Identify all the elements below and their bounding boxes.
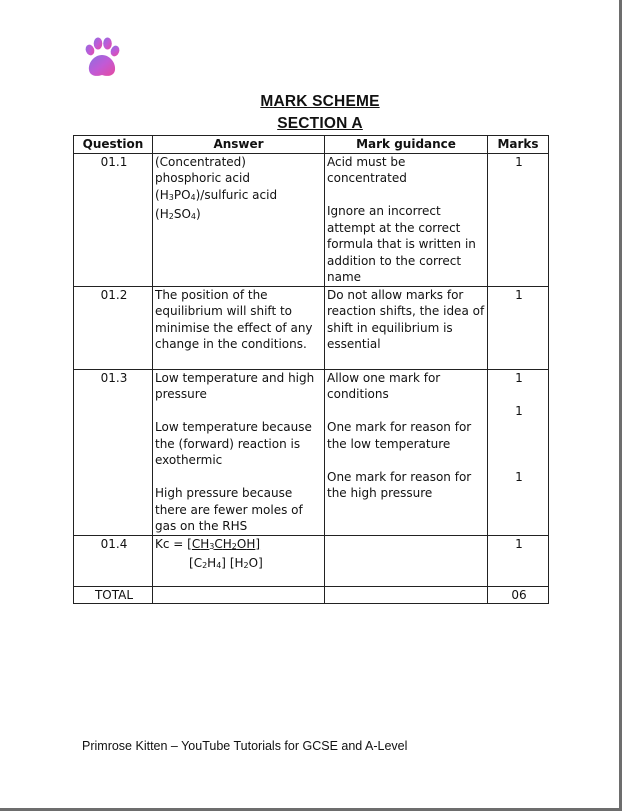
title-section: SECTION A [277,115,363,132]
guidance-cell [325,535,488,586]
answer-line: phosphoric acid [155,171,250,185]
mark-value: 1 [515,154,523,169]
question-number: 01.1 [74,153,153,286]
paw-print-icon [82,37,122,79]
guidance-text: Allow one mark for conditions [327,370,441,401]
answer-line: (Concentrated) [155,154,246,169]
header-question: Question [74,136,153,154]
equilibrium-expression [155,536,324,556]
question-number: 01.3 [74,369,153,535]
marks-cell [488,153,549,286]
answer-line: High pressure because there are fewer moles of gas on the RHS [155,486,303,533]
mark-value: 1 [515,536,523,551]
answer-line: Low temperature because the (forward) reaction is exothermic [155,420,312,467]
marks-cell [488,369,549,535]
table-row [74,153,549,286]
header-answer: Answer [153,136,325,154]
header-marks: Marks [488,136,549,154]
kc-label: Kc = [155,536,188,551]
answer-line: (H2SO4) [155,207,201,221]
answer-line: (H3PO4)/sulfuric acid [155,187,278,202]
question-number: 01.4 [74,535,153,586]
mark-value: 1 [515,370,523,385]
title-mark-scheme: MARK SCHEME [260,93,380,110]
marks-cell [488,535,549,586]
total-value: 06 [488,586,549,604]
total-guidance-empty [325,586,488,604]
answer-line: The position of the equilibrium will shift to minimise the effect of any change in the conditions. [155,287,313,351]
guidance-text: One mark for reason for the high pressure [327,469,472,500]
kc-denominator: [C2H4] [H2O] [189,556,263,570]
answer-cell [153,535,325,586]
guidance-text: Do not allow marks for reaction shifts, the idea of shift in equilibrium is essential [327,287,485,351]
guidance-cell [325,369,488,535]
kc-numerator: [CH3CH2OH] [187,536,261,551]
header-guidance: Mark guidance [325,136,488,154]
guidance-cell [325,286,488,369]
total-label: TOTAL [74,586,153,604]
table-row [74,286,549,369]
footer-text: Primrose Kitten – YouTube Tutorials for GCSE and A-Level [82,739,408,753]
mark-value: 1 [515,287,523,302]
guidance-text: Ignore an incorrect attempt at the correct formula that is written in addition to the correct name [327,204,476,284]
question-number: 01.2 [74,286,153,369]
mark-scheme-table [73,135,549,604]
answer-cell [153,369,325,535]
mark-value: 1 [515,469,523,484]
guidance-text: Acid must be concentrated [327,154,407,185]
marks-cell [488,286,549,369]
table-row [74,369,549,535]
table-header-row [74,136,549,154]
total-answer-empty [153,586,325,604]
guidance-cell [325,153,488,286]
guidance-text: One mark for reason for the low temperature [327,420,472,451]
total-row [74,586,549,604]
answer-line: Low temperature and high pressure [155,370,315,401]
answer-cell [153,153,325,286]
mark-value: 1 [515,403,523,418]
table-row [74,535,549,586]
answer-cell [153,286,325,369]
